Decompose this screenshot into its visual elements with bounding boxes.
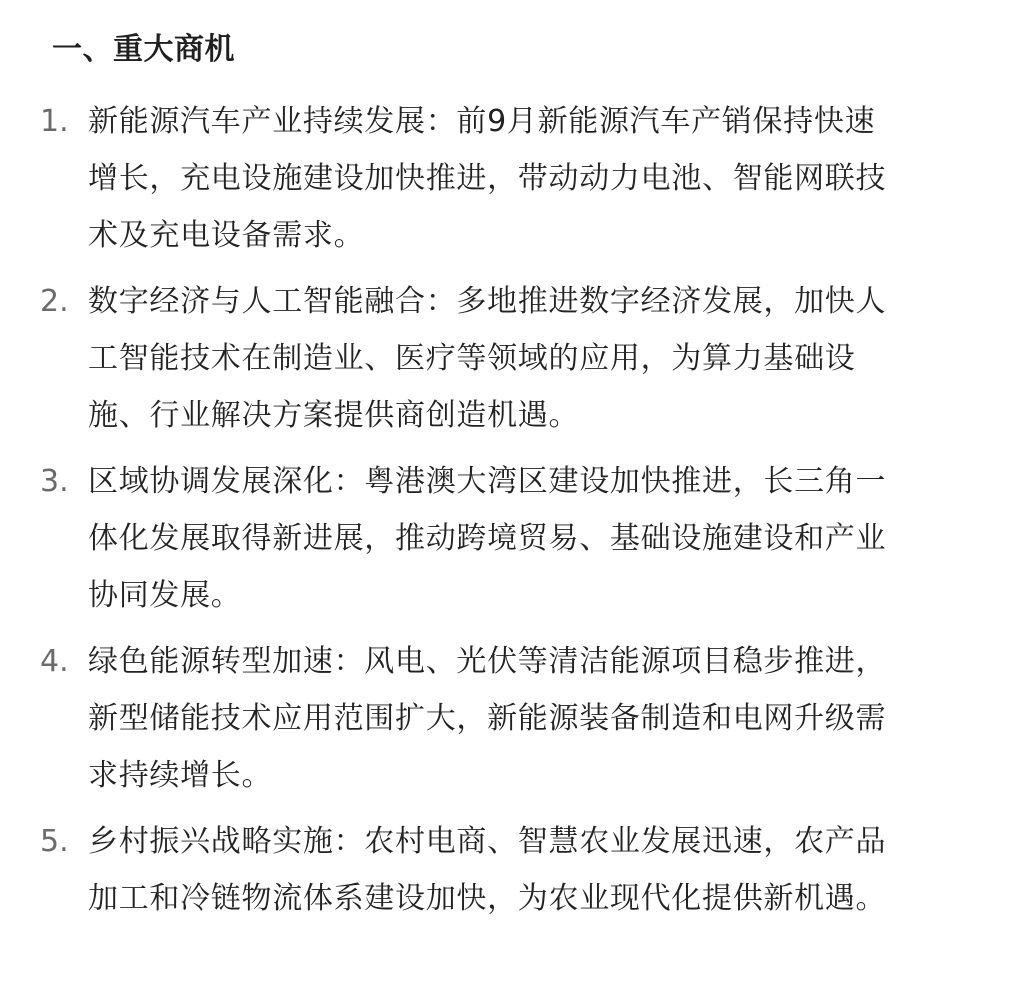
list-item-line: 新型储能技术应用范围扩大，新能源装备制造和电网升级需 [88,701,887,736]
list-item-line: 增长，充电设施建设加快推进，带动动力电池、智能网联技 [88,161,887,196]
list-item-line: 绿色能源转型加速：风电、光伏等清洁能源项目稳步推进， [88,644,887,679]
list-item-line: 工智能技术在制造业、医疗等领域的应用，为算力基础设 [88,341,856,376]
list-item-line: 数字经济与人工智能融合：多地推进数字经济发展，加快人 [88,284,887,319]
list-item-line: 乡村振兴战略实施：农村电商、智慧农业发展迅速，农产品 [88,824,887,859]
list-item-text [88,453,948,624]
list-item-line: 施、行业解决方案提供商创造机遇。 [88,398,580,433]
list-item-number: 4. [40,644,69,679]
list-item-number: 2. [40,284,69,319]
list-item-number: 3. [40,464,69,499]
list-item-line: 区域协调发展深化：粤港澳大湾区建设加快推进，长三角一 [88,464,887,499]
opportunity-list [0,93,1009,993]
list-item [0,633,1009,813]
list-item-text [88,633,948,804]
list-item-text [88,273,948,444]
list-item [0,273,1009,453]
list-item-line: 体化发展取得新进展，推动跨境贸易、基础设施建设和产业 [88,521,887,556]
list-item-line: 加工和冷链物流体系建设加快，为农业现代化提供新机遇。 [88,881,887,916]
section-heading: 一、重大商机 [52,32,235,67]
list-item [0,93,1009,273]
list-item-line: 新能源汽车产业持续发展：前9月新能源汽车产销保持快速 [88,104,876,139]
list-item [0,453,1009,633]
list-item-number: 1. [40,104,69,139]
list-item-line: 求持续增长。 [88,758,273,793]
list-item-text [88,93,948,264]
list-item-line: 协同发展。 [88,578,242,613]
list-item-line: 术及充电设备需求。 [88,218,365,253]
list-item [0,813,1009,993]
list-item-text [88,813,948,927]
list-item-number: 5. [40,824,69,859]
